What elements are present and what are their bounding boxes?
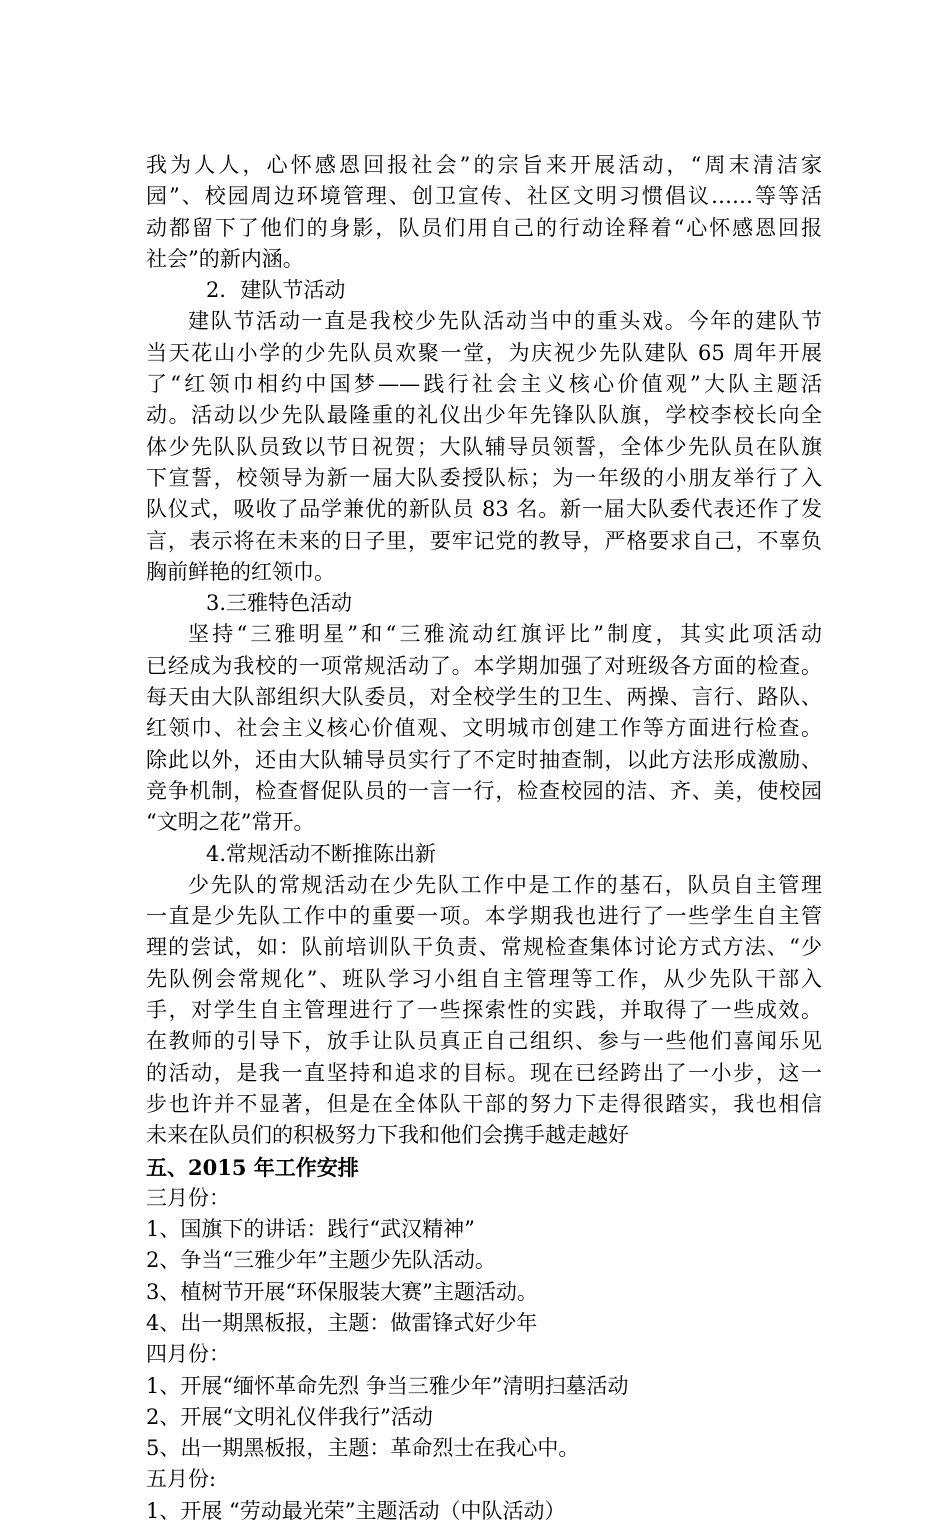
text-line: 动都留下了他们的身影，队员们用自己的行动诠释着“心怀感恩回报 bbox=[146, 215, 822, 240]
text-line: 队仪式，吸收了品学兼优的新队员 83 名。新一届大队委代表还作了发 bbox=[146, 497, 822, 522]
text-line: 红领巾、社会主义核心价值观、文明城市创建工作等方面进行检查。 bbox=[146, 716, 822, 741]
text-line: 言，表示将在未来的日子里，要牢记党的教导，严格要求自己，不辜负 bbox=[146, 528, 822, 553]
text-line: 每天由大队部组织大队委员，对全校学生的卫生、两操、言行、路队、 bbox=[146, 685, 822, 710]
text-line: 4.常规活动不断推陈出新 bbox=[206, 841, 437, 866]
text-line: 的活动，是我一直坚持和追求的目标。现在已经跨出了一小步，这一 bbox=[146, 1060, 822, 1085]
document-page bbox=[146, 150, 822, 1527]
text-line: 5、出一期黑板报，主题：革命烈士在我心中。 bbox=[146, 1436, 580, 1461]
text-line: 少先队的常规活动在少先队工作中是工作的基石，队员自主管理 bbox=[188, 872, 822, 897]
text-line: 动。活动以少先队最隆重的礼仪出少年先锋队队旗，学校李校长向全 bbox=[146, 403, 822, 428]
text-line: 了“红领巾相约中国梦——践行社会主义核心价值观”大队主题活 bbox=[146, 372, 822, 397]
text-line: 4、出一期黑板报，主题：做雷锋式好少年 bbox=[146, 1310, 538, 1335]
text-line: 四月份： bbox=[146, 1342, 230, 1367]
text-line: 坚持“三雅明星”和“三雅流动红旗评比”制度，其实此项活动 bbox=[188, 622, 822, 647]
text-line: 社会”的新内涵。 bbox=[146, 246, 304, 271]
text-line: 2．建队节活动 bbox=[206, 278, 346, 303]
text-line: 胸前鲜艳的红领巾。 bbox=[146, 559, 335, 584]
text-line: 五月份: bbox=[146, 1467, 217, 1492]
text-line: 手，对学生自主管理进行了一些探索性的实践，并取得了一些成效。 bbox=[146, 998, 822, 1023]
text-line: “文明之花”常开。 bbox=[146, 810, 315, 835]
text-line: 步也许并不显著，但是在全体队干部的努力下走得很踏实，我也相信 bbox=[146, 1091, 822, 1116]
text-line: 3.三雅特色活动 bbox=[206, 591, 353, 616]
text-line: 1、国旗下的讲话：践行“武汉精神” bbox=[146, 1217, 475, 1242]
text-line: 三月份： bbox=[146, 1185, 230, 1210]
text-line: 竞争机制，检查督促队员的一言一行，检查校园的洁、齐、美，使校园 bbox=[146, 778, 822, 803]
text-line: 体少先队队员致以节日祝贺；大队辅导员领誓，全体少先队员在队旗 bbox=[146, 434, 822, 459]
text-line: 3、植树节开展“环保服装大赛”主题活动。 bbox=[146, 1279, 538, 1304]
text-line: 在教师的引导下，放手让队员真正自己组织、参与一些他们喜闻乐见 bbox=[146, 1029, 822, 1054]
text-line: 先队例会常规化”、班队学习小组自主管理等工作，从少先队干部入 bbox=[146, 966, 822, 991]
text-line: 一直是少先队工作中的重要一项。本学期我也进行了一些学生自主管 bbox=[146, 904, 822, 929]
text-line: 除此以外，还由大队辅导员实行了不定时抽查制，以此方法形成激励、 bbox=[146, 747, 822, 772]
text-line: 2、争当“三雅少年”主题少先队活动。 bbox=[146, 1248, 496, 1273]
section-heading: 五、2015 年工作安排 bbox=[146, 1154, 359, 1180]
text-line: 园”、校园周边环境管理、创卫宣传、社区文明习惯倡议……等等活 bbox=[146, 184, 822, 209]
text-line: 我为人人，心怀感恩回报社会”的宗旨来开展活动，“周末清洁家 bbox=[146, 153, 822, 177]
text-line: 下宣誓，校领导为新一届大队委授队标；为一年级的小朋友举行了入 bbox=[146, 465, 822, 490]
text-line: 已经成为我校的一项常规活动了。本学期加强了对班级各方面的检查。 bbox=[146, 653, 822, 678]
text-line: 理的尝试，如：队前培训队干负责、常规检查集体讨论方式方法、“少 bbox=[146, 935, 822, 960]
text-line: 2、开展“文明礼仪伴我行”活动 bbox=[146, 1404, 433, 1429]
text-line: 建队节活动一直是我校少先队活动当中的重头戏。今年的建队节 bbox=[188, 309, 822, 334]
text-line: 未来在队员们的积极努力下我和他们会携手越走越好 bbox=[146, 1123, 629, 1148]
text-line: 当天花山小学的少先队员欢聚一堂，为庆祝少先队建队 65 周年开展 bbox=[146, 340, 822, 365]
text-line: 1、开展 “劳动最光荣”主题活动（中队活动） bbox=[146, 1498, 566, 1523]
text-line: 1、开展“缅怀革命先烈 争当三雅少年”清明扫墓活动 bbox=[146, 1373, 629, 1398]
